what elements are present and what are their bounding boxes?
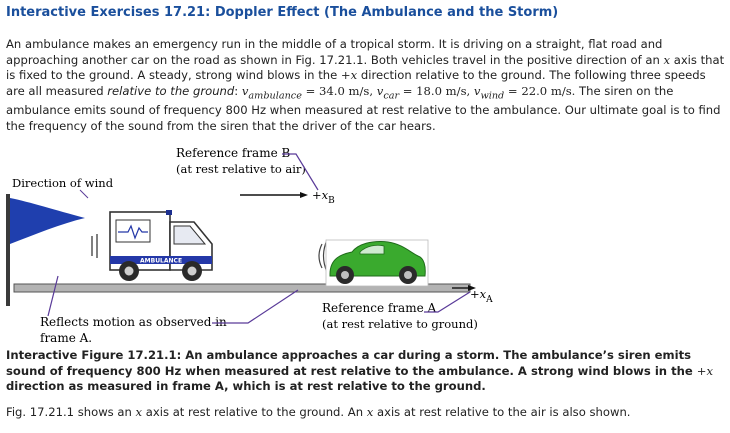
- intro-text-1: An ambulance makes an emergency run in the middle of a tropical storm. It is driving on a straight, flat road and approaching another car on the road as shown in Fig. 17.21.1. Both vehicles travel in the positive direction of an: [6, 37, 664, 67]
- wind-flag: [10, 198, 85, 244]
- flag-pole: [6, 194, 10, 306]
- figure-description: Fig. 17.21.1 shows an x axis at rest relative to the ground. An x axis at rest relative to the air is also shown.: [6, 405, 631, 419]
- axis-a-label: $+x_A$: [470, 287, 493, 305]
- axis-b-arrow: [300, 192, 308, 198]
- ref-a-sublabel: (at rest relative to ground): [322, 317, 478, 331]
- wind-label: Direction of wind: [12, 176, 114, 190]
- ref-b-sublabel: (at rest relative to air): [176, 162, 306, 176]
- green-car[interactable]: [326, 240, 428, 286]
- x-symbol: x: [663, 52, 671, 67]
- intro-paragraph: [6, 37, 726, 134]
- caption-text-1: Interactive Figure 17.21.1: An ambulance approaches a car during a storm. The ambulance’s siren emits sound of frequency 800 Hz when measured at rest relative to the ambulance. A strong wind blows in the: [6, 348, 697, 378]
- ref-b-label: Reference frame B: [176, 146, 291, 160]
- interactive-figure[interactable]: [0, 140, 730, 350]
- caption-plus-x: +x: [696, 363, 714, 378]
- footer-x-1: x: [135, 405, 143, 419]
- siren-light: [166, 210, 172, 215]
- speed-wind: $v_{wind} = 22.0$ m/s.: [473, 83, 576, 101]
- figure-caption: [6, 348, 724, 395]
- speed-ambulance: $v_{ambulance} = 34.0$ m/s,: [241, 83, 377, 101]
- intro-text-5: The siren on the ambulance emits sound of frequency 800 Hz when measured at rest relative to the ambulance. Our ultimate goal is to find the frequency of the sound from the siren that the driver of the car hears.: [6, 83, 721, 133]
- figure-canvas: [0, 140, 730, 350]
- intro-emphasis: relative to the ground: [107, 83, 235, 98]
- caption-text-2: direction as measured in frame A, which is at rest relative to the ground.: [6, 379, 486, 393]
- reflects-label-line2: frame A.: [40, 331, 93, 345]
- intro-text-4: :: [234, 83, 242, 98]
- wind-label-pointer: [80, 190, 88, 198]
- exercise-title: Interactive Exercises 17.21: Doppler Effect (The Ambulance and the Storm): [6, 5, 559, 20]
- ref-a-label: Reference frame A: [322, 301, 437, 315]
- ambulance-lettering: AMBULANCE: [140, 257, 183, 265]
- sound-wave-1: [319, 244, 322, 268]
- axis-b-label: $+x_B$: [312, 188, 335, 206]
- intro-text-3: direction relative to the ground. The following three speeds are all measured: [6, 68, 706, 98]
- plus-x-symbol: +x: [340, 68, 358, 82]
- speed-car: $v_{car} = 18.0$ m/s,: [376, 83, 474, 101]
- reflects-pointer-left: [48, 276, 58, 316]
- footer-x-2: x: [366, 405, 374, 419]
- reflects-label: Reflects motion as observed in: [40, 315, 227, 329]
- intro-text-2: axis that is fixed to the ground. A steady, strong wind blows in the: [6, 52, 725, 82]
- ambulance[interactable]: [110, 210, 212, 281]
